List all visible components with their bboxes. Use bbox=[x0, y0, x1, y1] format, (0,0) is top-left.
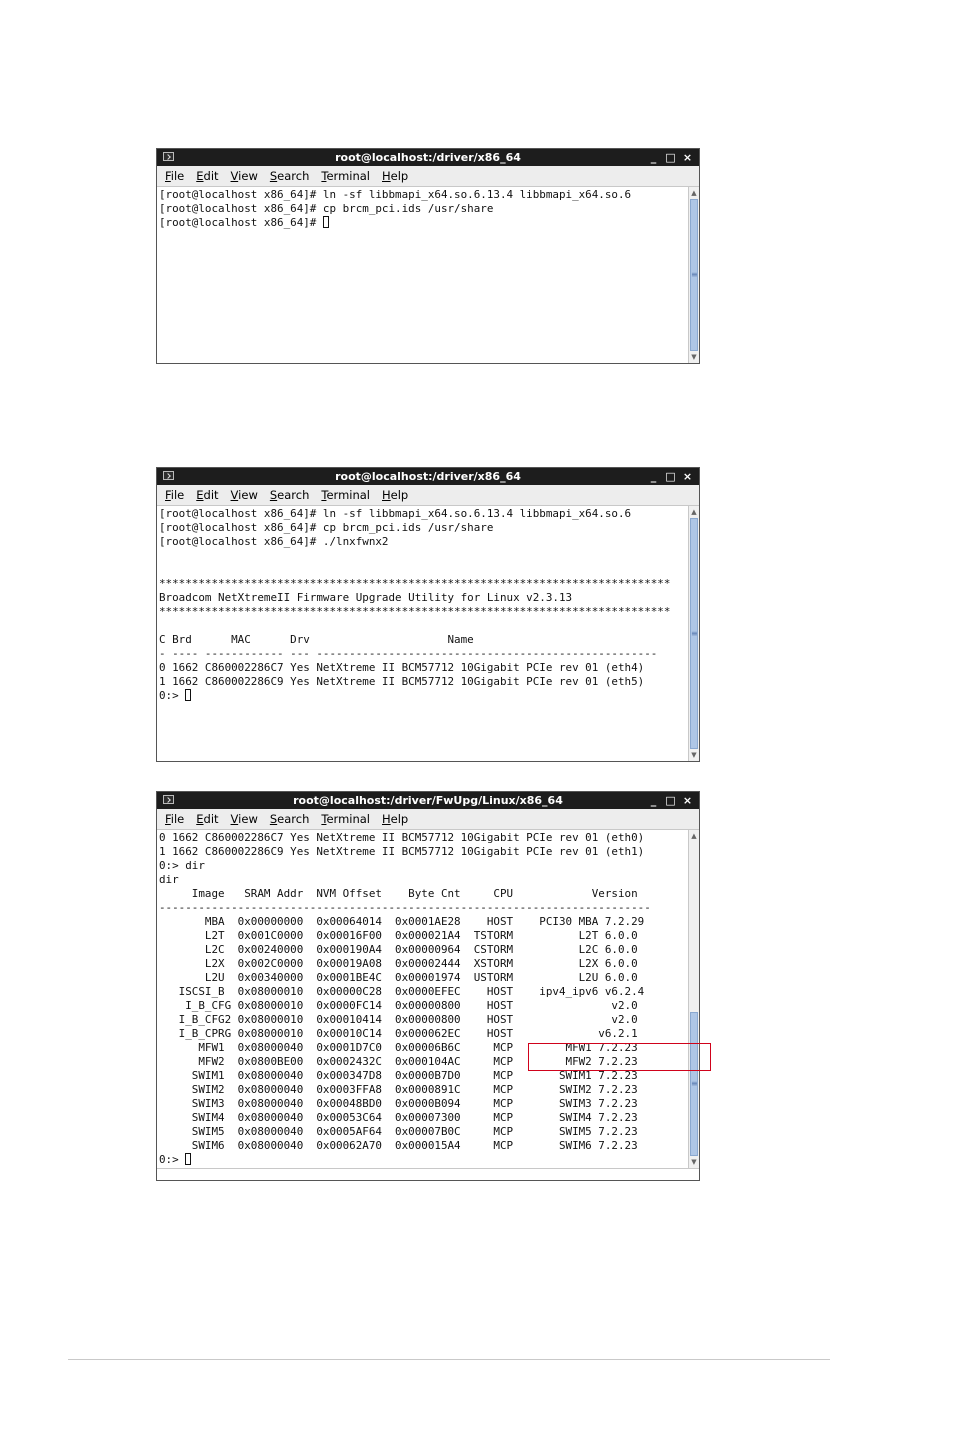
menu-bar bbox=[157, 166, 699, 187]
terminal-line-text: SWIM1 0x08000040 0x000347D8 0x0000B7D0 MCP SWIM1 7.2.23 bbox=[159, 1069, 638, 1082]
menu-edit[interactable]: Edit bbox=[196, 169, 219, 183]
terminal-line-text: 0 1662 C860002286C7 Yes NetXtreme II BCM57712 10Gigabit PCIe rev 01 (eth4) bbox=[159, 661, 645, 674]
terminal-line bbox=[159, 901, 687, 915]
terminal-line bbox=[159, 957, 687, 971]
terminal-output bbox=[159, 830, 687, 1168]
terminal-line-text: ****************************************************************************** bbox=[159, 605, 671, 618]
terminal-body[interactable] bbox=[157, 187, 699, 363]
footer-rule bbox=[68, 1359, 830, 1360]
terminal-line bbox=[159, 535, 687, 549]
terminal-line bbox=[159, 619, 687, 633]
terminal-line: [root@localhost x86_64]# ln -sf libbmapi_x64.so.6.13.4 libbmapi_x64.so.6 bbox=[159, 188, 632, 201]
terminal-line bbox=[159, 887, 687, 901]
terminal-line bbox=[159, 859, 687, 873]
close-icon[interactable]: × bbox=[682, 470, 693, 483]
terminal-line-text: I_B_CPRG 0x08000010 0x00010C14 0x000062EC HOST v6.2.1 bbox=[159, 1027, 638, 1040]
terminal-line bbox=[159, 1083, 687, 1097]
menu-terminal[interactable]: Terminal bbox=[321, 169, 370, 183]
menu-search[interactable]: Search bbox=[269, 169, 310, 183]
scroll-thumb[interactable] bbox=[690, 1012, 698, 1156]
terminal-line bbox=[159, 591, 687, 605]
maximize-icon[interactable]: □ bbox=[665, 470, 676, 483]
terminal-line bbox=[159, 1111, 687, 1125]
window-controls bbox=[648, 468, 693, 485]
title-bar[interactable] bbox=[157, 468, 699, 485]
scroll-thumb[interactable] bbox=[690, 518, 698, 749]
scroll-thumb[interactable] bbox=[690, 199, 698, 351]
menu-file[interactable]: File bbox=[165, 488, 185, 502]
terminal-line bbox=[159, 521, 687, 535]
window-controls bbox=[648, 792, 693, 809]
text-cursor bbox=[323, 216, 329, 228]
scroll-up-icon[interactable]: ▲ bbox=[691, 832, 697, 840]
terminal-line-text: I_B_CFG 0x08000010 0x0000FC14 0x00000800 HOST v2.0 bbox=[159, 999, 638, 1012]
title-bar[interactable] bbox=[157, 149, 699, 166]
close-icon[interactable]: × bbox=[682, 794, 693, 807]
terminal-line bbox=[159, 1027, 687, 1041]
terminal-line-text: I_B_CFG2 0x08000010 0x00010414 0x00000800 HOST v2.0 bbox=[159, 1013, 638, 1026]
terminal-line: [root@localhost x86_64]# cp brcm_pci.ids /usr/share bbox=[159, 202, 494, 215]
terminal-line-text: 0 1662 C860002286C7 Yes NetXtreme II BCM57712 10Gigabit PCIe rev 01 (eth0) bbox=[159, 831, 645, 844]
window-title: root@localhost:/driver/FwUpg/Linux/x86_64 bbox=[293, 794, 563, 807]
scroll-down-icon[interactable]: ▼ bbox=[691, 751, 697, 759]
menu-search[interactable]: Search bbox=[269, 488, 310, 502]
terminal-line bbox=[159, 647, 687, 661]
terminal-line bbox=[159, 943, 687, 957]
window-title: root@localhost:/driver/x86_64 bbox=[335, 151, 521, 164]
scroll-up-icon[interactable]: ▲ bbox=[691, 508, 697, 516]
terminal-line bbox=[159, 689, 687, 703]
terminal-window-2 bbox=[156, 467, 700, 762]
terminal-line bbox=[159, 549, 687, 563]
terminal-line-text: --------------------------------------------------------------------------- bbox=[159, 901, 651, 914]
terminal-line bbox=[159, 915, 687, 929]
terminal-line bbox=[159, 1139, 687, 1153]
terminal-line bbox=[159, 633, 687, 647]
terminal-window-3 bbox=[156, 791, 700, 1181]
menu-edit[interactable]: Edit bbox=[196, 488, 219, 502]
menu-bar bbox=[157, 809, 699, 830]
terminal-line-text: ISCSI_B 0x08000010 0x00000C28 0x0000EFEC HOST ipv4_ipv6 v6.2.4 bbox=[159, 985, 645, 998]
terminal-line bbox=[159, 577, 687, 591]
minimize-icon[interactable]: _ bbox=[650, 151, 657, 164]
terminal-line-text: L2U 0x00340000 0x0001BE4C 0x00001974 USTORM L2U 6.0.0 bbox=[159, 971, 638, 984]
terminal-line-text: SWIM3 0x08000040 0x00048BD0 0x0000B094 MCP SWIM3 7.2.23 bbox=[159, 1097, 638, 1110]
terminal-line-text: SWIM2 0x08000040 0x0003FFA8 0x0000891C MCP SWIM2 7.2.23 bbox=[159, 1083, 638, 1096]
terminal-body[interactable] bbox=[157, 830, 699, 1169]
terminal-line bbox=[159, 873, 687, 887]
scrollbar[interactable] bbox=[688, 187, 699, 363]
terminal-body[interactable] bbox=[157, 506, 699, 761]
terminal-line-text: C Brd MAC Drv Name bbox=[159, 633, 474, 646]
terminal-line-text: MFW2 0x0800BE00 0x0002432C 0x000104AC MCP MFW2 7.2.23 bbox=[159, 1055, 638, 1068]
menu-help[interactable]: Help bbox=[382, 169, 409, 183]
terminal-output bbox=[159, 187, 687, 363]
scroll-down-icon[interactable]: ▼ bbox=[691, 353, 697, 361]
terminal-line-text: L2C 0x00240000 0x000190A4 0x00000964 CSTORM L2C 6.0.0 bbox=[159, 943, 638, 956]
terminal-line: [root@localhost x86_64]# bbox=[159, 216, 323, 229]
terminal-line-text: 1 1662 C860002286C9 Yes NetXtreme II BCM57712 10Gigabit PCIe rev 01 (eth5) bbox=[159, 675, 645, 688]
menu-terminal[interactable]: Terminal bbox=[321, 488, 370, 502]
terminal-line-text: SWIM4 0x08000040 0x00053C64 0x00007300 MCP SWIM4 7.2.23 bbox=[159, 1111, 638, 1124]
terminal-line bbox=[159, 1153, 687, 1167]
terminal-line-text: [root@localhost x86_64]# cp brcm_pci.ids /usr/share bbox=[159, 521, 494, 534]
terminal-line bbox=[159, 605, 687, 619]
menu-view[interactable]: View bbox=[230, 812, 258, 826]
terminal-line-text: [root@localhost x86_64]# ./lnxfwnx2 bbox=[159, 535, 389, 548]
highlight-box bbox=[528, 1043, 711, 1071]
terminal-line-text: ****************************************************************************** bbox=[159, 577, 671, 590]
terminal-line-text: L2X 0x002C0000 0x00019A08 0x00002444 XSTORM L2X 6.0.0 bbox=[159, 957, 638, 970]
menu-file[interactable]: File bbox=[165, 812, 185, 826]
terminal-window-1 bbox=[156, 148, 700, 364]
menu-bar bbox=[157, 485, 699, 506]
terminal-output bbox=[159, 506, 687, 761]
terminal-line bbox=[159, 845, 687, 859]
terminal-line-text: 0:> bbox=[159, 689, 186, 702]
terminal-line-text: [root@localhost x86_64]# ln -sf libbmapi_x64.so.6.13.4 libbmapi_x64.so.6 bbox=[159, 507, 632, 520]
terminal-line bbox=[159, 1125, 687, 1139]
terminal-line bbox=[159, 971, 687, 985]
close-icon[interactable]: × bbox=[682, 151, 693, 164]
terminal-line-text: MFW1 0x08000040 0x0001D7C0 0x00006B6C MCP MFW1 7.2.23 bbox=[159, 1041, 638, 1054]
terminal-line bbox=[159, 1097, 687, 1111]
terminal-line bbox=[159, 1013, 687, 1027]
menu-help[interactable]: Help bbox=[382, 488, 409, 502]
terminal-line-text: Broadcom NetXtremeII Firmware Upgrade Utility for Linux v2.3.13 bbox=[159, 591, 573, 604]
terminal-line bbox=[159, 985, 687, 999]
terminal-line bbox=[159, 661, 687, 675]
terminal-line bbox=[159, 929, 687, 943]
scrollbar[interactable] bbox=[688, 830, 699, 1168]
menu-terminal[interactable]: Terminal bbox=[321, 812, 370, 826]
terminal-line-text: 0:> dir bbox=[159, 859, 205, 872]
menu-search[interactable]: Search bbox=[269, 812, 310, 826]
scroll-down-icon[interactable]: ▼ bbox=[691, 1158, 697, 1166]
terminal-line bbox=[159, 1069, 687, 1083]
terminal-line bbox=[159, 563, 687, 577]
maximize-icon[interactable]: □ bbox=[665, 151, 676, 164]
scroll-up-icon[interactable]: ▲ bbox=[691, 189, 697, 197]
menu-edit[interactable]: Edit bbox=[196, 812, 219, 826]
terminal-line-text: - ---- ------------ --- ---------------------------------------------------- bbox=[159, 647, 658, 660]
text-cursor bbox=[185, 1153, 191, 1165]
scrollbar[interactable] bbox=[688, 506, 699, 761]
terminal-line-text: dir bbox=[159, 873, 179, 886]
terminal-line-text: MBA 0x00000000 0x00064014 0x0001AE28 HOST PCI30 MBA 7.2.29 bbox=[159, 915, 645, 928]
terminal-line bbox=[159, 831, 687, 845]
maximize-icon[interactable]: □ bbox=[665, 794, 676, 807]
window-controls bbox=[648, 149, 693, 166]
terminal-line-text: 0:> bbox=[159, 1153, 186, 1166]
terminal-line bbox=[159, 675, 687, 689]
text-cursor bbox=[185, 689, 191, 701]
menu-view[interactable]: View bbox=[230, 169, 258, 183]
terminal-line-text: 1 1662 C860002286C9 Yes NetXtreme II BCM57712 10Gigabit PCIe rev 01 (eth1) bbox=[159, 845, 645, 858]
menu-view[interactable]: View bbox=[230, 488, 258, 502]
terminal-line bbox=[159, 507, 687, 521]
terminal-line-text: Image SRAM Addr NVM Offset Byte Cnt CPU Version bbox=[159, 887, 638, 900]
window-title: root@localhost:/driver/x86_64 bbox=[335, 470, 521, 483]
terminal-line-text: SWIM6 0x08000040 0x00062A70 0x000015A4 MCP SWIM6 7.2.23 bbox=[159, 1139, 638, 1152]
prompt-line bbox=[159, 216, 687, 230]
menu-file[interactable]: File bbox=[165, 169, 185, 183]
minimize-icon[interactable]: _ bbox=[650, 794, 657, 807]
minimize-icon[interactable]: _ bbox=[650, 470, 657, 483]
menu-help[interactable]: Help bbox=[382, 812, 409, 826]
title-bar[interactable] bbox=[157, 792, 699, 809]
terminal-line-text: L2T 0x001C0000 0x00016F00 0x000021A4 TSTORM L2T 6.0.0 bbox=[159, 929, 638, 942]
terminal-line bbox=[159, 999, 687, 1013]
terminal-line-text: SWIM5 0x08000040 0x0005AF64 0x00007B0C MCP SWIM5 7.2.23 bbox=[159, 1125, 638, 1138]
